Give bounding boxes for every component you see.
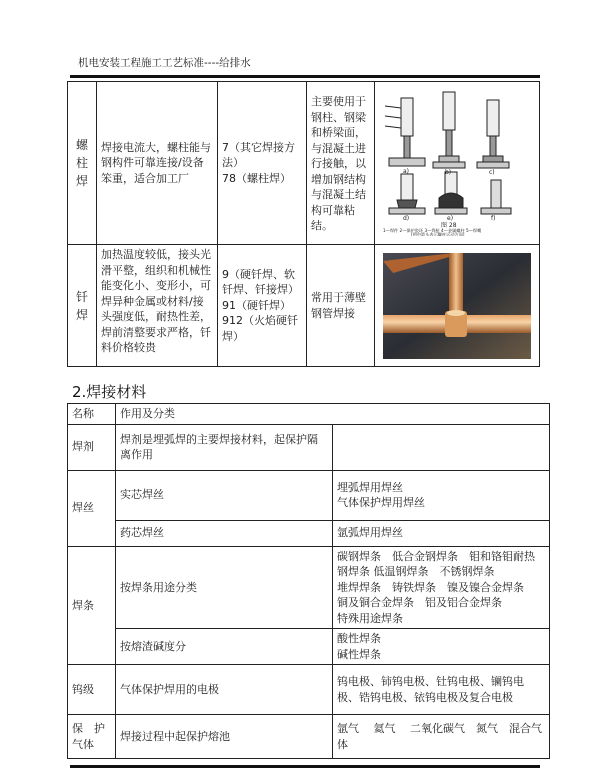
use-line: 特殊用途焊条 [337, 611, 403, 625]
material-type: 实芯焊丝 [116, 470, 333, 520]
material-detail [333, 424, 550, 470]
material-detail [333, 546, 550, 629]
table-row [68, 82, 540, 245]
method-features: 加热温度较低，接头光滑平整，组织和机械性能变化小、变形小，可焊异种金属或材料/接头强度低，耐热性差，焊前清整要求严格，钎料价格较贵 [97, 245, 218, 367]
use-line: 碳钢焊条 低合金钢焊条 钼和铬钼耐热钢焊条 低温钢焊条 不锈钢焊条 [337, 549, 535, 578]
method-name-stud [68, 82, 97, 245]
table-row [68, 470, 550, 520]
table-header-row [68, 404, 550, 425]
table-row [68, 424, 550, 470]
iso-code: 91（硬钎焊） [222, 298, 291, 312]
column-header-usage: 作用及分类 [116, 404, 550, 425]
use-line: 堆焊焊条 铸铁焊条 镍及镍合金焊条 [337, 580, 524, 594]
material-name: 钨级 [68, 665, 116, 715]
material-name [68, 715, 116, 759]
page-header: 机电安装工程施工工艺标准----给排水 [78, 57, 251, 69]
table-row [68, 546, 550, 629]
stud-welding-diagram-cell [375, 82, 540, 245]
material-type: 按焊条用途分类 [116, 546, 333, 629]
diagram-caption: 图 28 [441, 222, 457, 229]
table-row [68, 665, 550, 715]
table-row [68, 715, 550, 759]
table-row [68, 520, 550, 546]
material-detail: 氩弧焊用焊丝 [333, 520, 550, 546]
material-name: 焊丝 [68, 470, 116, 546]
diagram-note: (图中箭头表示螺柱运动方向) [411, 232, 465, 236]
method-name-char: 焊 [75, 174, 88, 188]
material-type: 按熔渣碱度分 [116, 629, 333, 665]
iso-code: 9（硬钎焊、软钎焊、钎接焊） [222, 267, 299, 297]
material-name-line: 保 护 [72, 722, 105, 735]
stud-welding-diagram [381, 86, 533, 236]
use-line: 埋弧焊用焊丝 [337, 480, 403, 494]
material-detail [333, 470, 550, 520]
material-name: 焊剂 [68, 424, 116, 470]
material-type: 药芯焊丝 [116, 520, 333, 546]
brazing-photo-cell [375, 245, 540, 367]
method-application: 常用于薄壁钢管焊接 [307, 245, 375, 367]
method-name-char: 钎 [75, 289, 88, 304]
method-iso-codes [218, 82, 307, 245]
method-name-brazing [68, 245, 97, 367]
material-detail [333, 629, 550, 665]
section-title: 2.焊接材料 [72, 383, 147, 401]
method-name-char: 螺 [75, 138, 88, 152]
column-header-name: 名称 [68, 404, 116, 425]
iso-code: 78（螺柱焊） [222, 171, 291, 185]
step-label: e) [447, 215, 454, 222]
step-label: d) [403, 215, 410, 222]
method-name-char: 柱 [75, 156, 88, 170]
iso-code: 7（其它焊接方法） [222, 140, 295, 170]
table-row [68, 629, 550, 665]
use-line: 气体保护焊用焊丝 [337, 496, 425, 509]
method-features: 焊接电流大，螺柱能与钢构件可靠连接/设备笨重，适合加工厂 [97, 82, 218, 245]
weld-methods-table [67, 81, 540, 367]
use-line: 碱性焊条 [337, 647, 381, 661]
method-iso-codes [218, 245, 307, 367]
material-name-line: 气体 [72, 737, 94, 751]
material-desc: 焊剂是埋弧焊的主要焊接材料，起保护隔离作用 [116, 424, 333, 470]
use-line: 酸性焊条 [337, 632, 381, 645]
table-row [68, 245, 540, 367]
step-label: b) [445, 169, 452, 176]
footer-rule [70, 765, 540, 768]
method-application: 主要使用于钢柱、钢梁和桥梁面，与混凝土进行接触，以增加钢结构与混凝土结构可靠粘结。 [307, 82, 375, 245]
step-label: c) [489, 169, 495, 176]
material-detail: 氩气 氦气 二氧化碳气 氮气 混合气体 [333, 715, 550, 759]
copper-pipe-photo [383, 253, 531, 359]
step-label: a) [403, 168, 410, 175]
diagram-legend: 1—焊件 2—保护瓷环 3—焊枪 4—金属螺柱 5—焊嘴 [383, 228, 482, 233]
iso-code: 912（火焰硬钎焊） [222, 314, 298, 343]
welding-materials-table [67, 403, 550, 759]
method-name-char: 焊 [75, 307, 88, 322]
step-label: f) [491, 215, 496, 222]
material-desc: 焊接过程中起保护熔池 [116, 715, 333, 759]
material-name: 焊条 [68, 546, 116, 665]
header-rule [70, 75, 540, 78]
use-line: 铜及铜合金焊条 铝及铝合金焊条 [337, 596, 502, 609]
material-detail: 钨电极、铈钨电极、钍钨电极、镧钨电极、锆钨电极、铱钨电极及复合电极 [333, 665, 550, 715]
material-desc: 气体保护焊用的电极 [116, 665, 333, 715]
